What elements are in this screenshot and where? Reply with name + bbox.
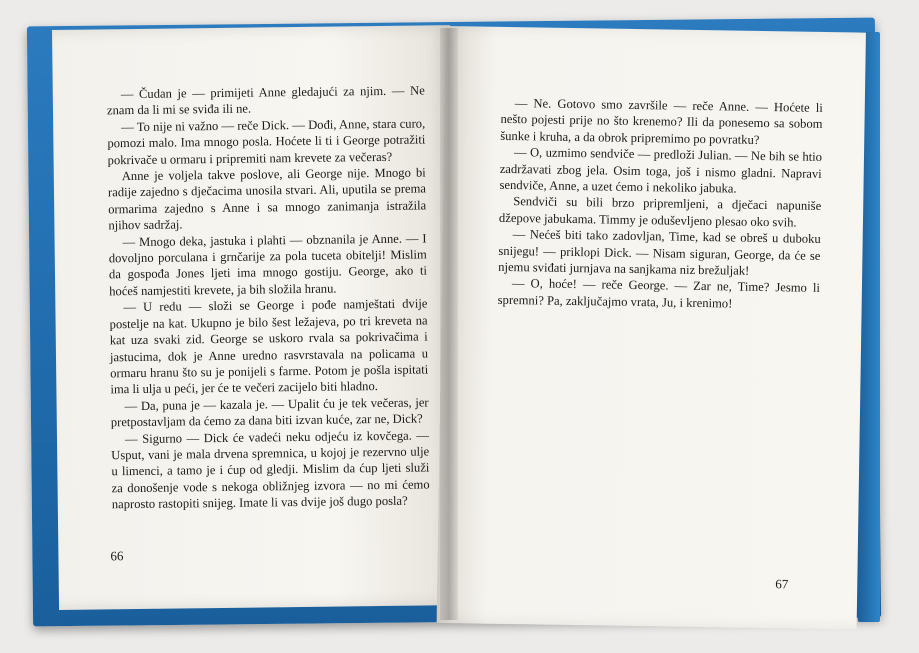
left-page: [52, 25, 457, 610]
right-page: [437, 26, 866, 630]
paragraph: — O, uzmimo sendviče — predloži Julian. — Ne bih se htio zadržavati zbog jela. Osim toga, još i nismo gladni. Napravi sendviče, Anne, a uzet ćemo i nekoliko jabuka.: [499, 145, 823, 196]
page-number-right: 67: [775, 576, 789, 592]
paragraph: — Nećeš biti tako zadovljan, Time, kad se obreš u duboku snijegu! — priklopi Dick. — Nisam siguran, George, da će se njemu sviđati jurnjava na sanjkama niz brežuljak!: [498, 227, 821, 278]
paragraph: Anne je voljela takve poslove, ali George nije. Mnogo bi radije zajedno s dječacima unosila stvari. Ali, uputila se prema ormarima zajedno s Anne i sa mnogo zanimanja istražila njihov sadržaj.: [107, 165, 427, 233]
right-page-text: [498, 95, 823, 313]
paragraph: — Da, puna je — kazala je. — Upalit ću je tek večeras, jer pretpostavljam da ćemo za dana biti izvan kuće, zar ne, Dick?: [110, 395, 429, 430]
book-gutter: [440, 28, 458, 620]
paragraph: — To nije ni važno — reče Dick. — Dođi, Anne, stara curo, pomozi malo. Ima mnogo posla. Hoćete li ti i George potražiti pokrivače u ormaru i pripremiti nam krevete za večeras?: [107, 116, 426, 167]
paragraph: — Ne. Gotovo smo završile — reče Anne. — Hoćete li nešto pojesti prije no što krenemo? Ili da ponesemo sa sobom šunke i kruha, a da obrok pripremimo po povratku?: [500, 96, 823, 147]
paragraph: — Mnogo deka, jastuka i plahti — obznanila je Anne. — I dovoljno porculana i grnčarije za pola tuceta obitelji! Mislim da gospođa Jones ljeti ima mnogo gostiju. George, ako ti hoćeš namjestiti krevete, ja bih složila hranu.: [108, 231, 428, 299]
paragraph: Sendviči su bili brzo pripremljeni, a dječaci napuniše džepove jabukama. Timmy je oduševljeno plesao oko svih.: [498, 194, 822, 230]
paragraph: — Čudan je — primijeti Anne gledajući za njim. — Ne znam da li mi se sviđa ili ne.: [106, 83, 425, 118]
page-number-left: 66: [110, 548, 124, 564]
paragraph: — O, hoće! — reče George. — Zar ne, Time? Jesmo li spremni? Pa, zaključajmo vrata, Ju, i krenimo!: [497, 276, 821, 311]
paragraph: — Sigurno — Dick će vadeći neku odjeću iz kovčega. — Usput, vani je mala drvena spremnica, u kojoj je rezervno ulje u limenci, a tamo je i ćup od gledji. Mislim da ćup ljeti služi za donošenje vode s nekoga obližnjeg izvora — no mi ćemo naprosto rastopiti snijeg. Imate li vas dvije još dugo posla?: [111, 427, 430, 512]
left-page-text: [107, 82, 430, 512]
paragraph: — U redu — složi se George i pođe namještati dvije postelje na kat. Ukupno je bilo šest ležajeva, po tri kreveta na kat uza svaki zid. George se uskoro rvala sa pokrivačima i jastucima, dok je Anne uredno rasvrstavala na policama u ormaru hranu što su je ponijeli s farme. Potom je pošla ispitati ima li ulja u peći, jer će te večeri zacijelo biti hladno.: [109, 296, 429, 397]
